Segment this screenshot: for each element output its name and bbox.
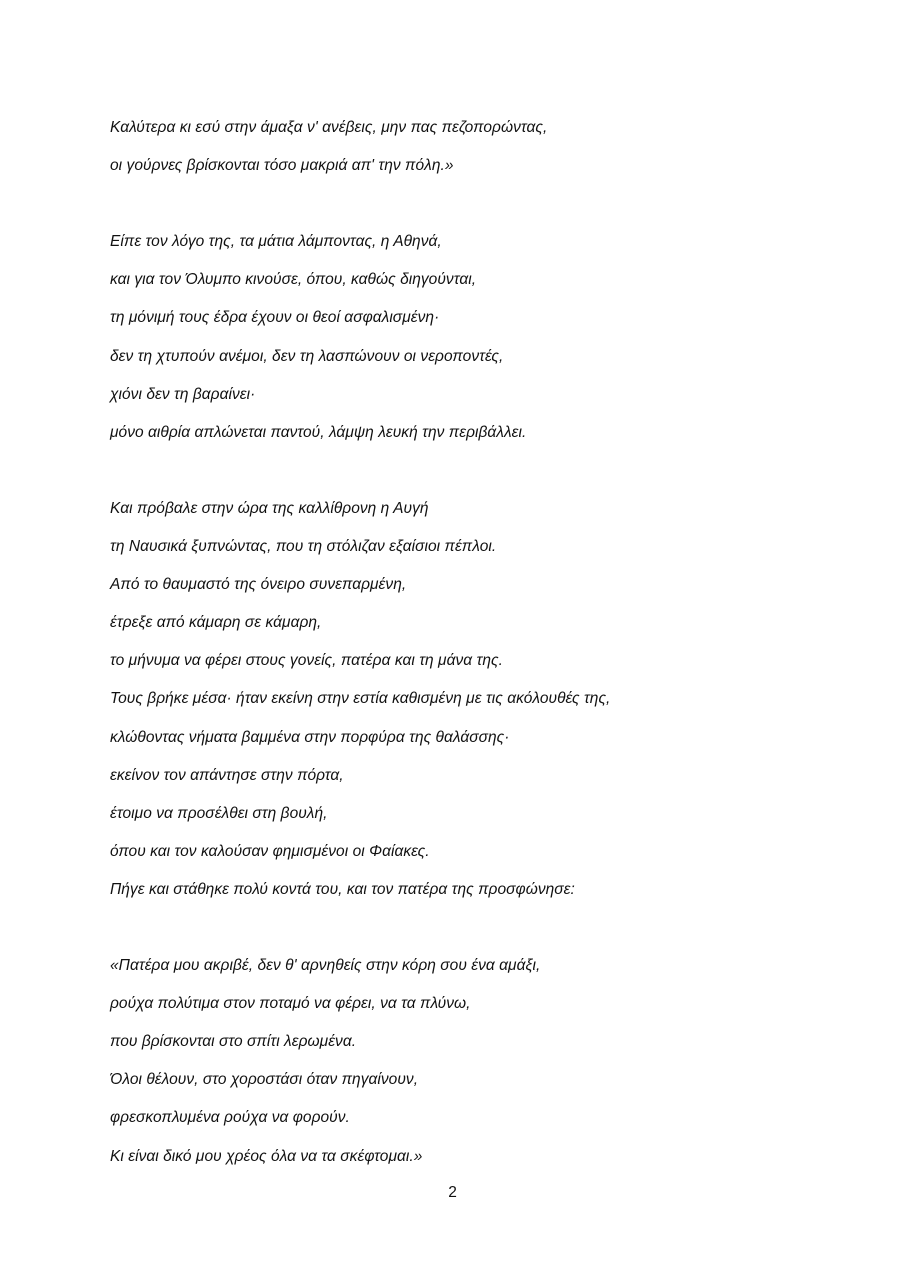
poem-line: ρούχα πολύτιμα στον ποταμό να φέρει, να τα πλύνω, <box>110 995 471 1013</box>
poem-line: Τους βρήκε μέσα· ήταν εκείνη στην εστία καθισμένη με τις ακόλουθές της, <box>110 690 611 708</box>
poem-line: Και πρόβαλε στην ώρα της καλλίθρονη η Αυγή <box>110 499 429 517</box>
poem-line: που βρίσκονται στο σπίτι λερωμένα. <box>110 1033 357 1051</box>
poem-line: κλώθοντας νήματα βαμμένα στην πορφύρα της θαλάσσης· <box>110 728 510 746</box>
poem-line: εκείνον τον απάντησε στην πόρτα, <box>110 766 344 784</box>
stanza-3 <box>110 490 830 909</box>
poem-line: το μήνυμα να φέρει στους γονείς, πατέρα και τη μάνα της. <box>110 652 503 670</box>
stanza-4 <box>110 947 830 1176</box>
poem-line: φρεσκοπλυμένα ρούχα να φορούν. <box>110 1109 350 1127</box>
poem-line: Όλοι θέλουν, στο χοροστάσι όταν πηγαίνουν, <box>110 1071 419 1089</box>
poem-line: Κι είναι δικό μου χρέος όλα να τα σκέφτομαι.» <box>110 1147 423 1165</box>
poem-line: έτρεξε από κάμαρη σε κάμαρη, <box>110 614 322 632</box>
poem-text <box>110 109 830 1176</box>
stanza-1 <box>110 109 830 185</box>
poem-line: δεν τη χτυπούν ανέμοι, δεν τη λασπώνουν οι νεροποντές, <box>110 347 504 365</box>
poem-line: μόνο αιθρία απλώνεται παντού, λάμψη λευκή την περιβάλλει. <box>110 423 527 441</box>
stanza-2 <box>110 223 830 452</box>
poem-line: Είπε τον λόγο της, τα μάτια λάμποντας, η Αθηνά, <box>110 233 442 251</box>
poem-line: χιόνι δεν τη βαραίνει· <box>110 385 256 403</box>
poem-line: Από το θαυμαστό της όνειρο συνεπαρμένη, <box>110 576 407 594</box>
poem-line: οι γούρνες βρίσκονται τόσο μακριά απ' την πόλη.» <box>110 157 454 175</box>
poem-line: έτοιμο να προσέλθει στη βουλή, <box>110 804 328 822</box>
poem-line: και για τον Όλυμπο κινούσε, όπου, καθώς διηγούνται, <box>110 271 477 289</box>
poem-line: «Πατέρα μου ακριβέ, δεν θ' αρνηθείς στην κόρη σου ένα αμάξι, <box>110 957 541 975</box>
poem-line: Καλύτερα κι εσύ στην άμαξα ν' ανέβεις, μην πας πεζοπορώντας, <box>110 119 548 136</box>
poem-line: τη Ναυσικά ξυπνώντας, που τη στόλιζαν εξαίσιοι πέπλοι. <box>110 538 497 556</box>
page-number: 2 <box>448 1184 457 1201</box>
poem-line: Πήγε και στάθηκε πολύ κοντά του, και τον πατέρα της προσφώνησε: <box>110 880 575 898</box>
poem-line: τη μόνιμή τους έδρα έχουν οι θεοί ασφαλισμένη· <box>110 309 440 327</box>
poem-line: όπου και τον καλούσαν φημισμένοι οι Φαίακες. <box>110 842 430 860</box>
